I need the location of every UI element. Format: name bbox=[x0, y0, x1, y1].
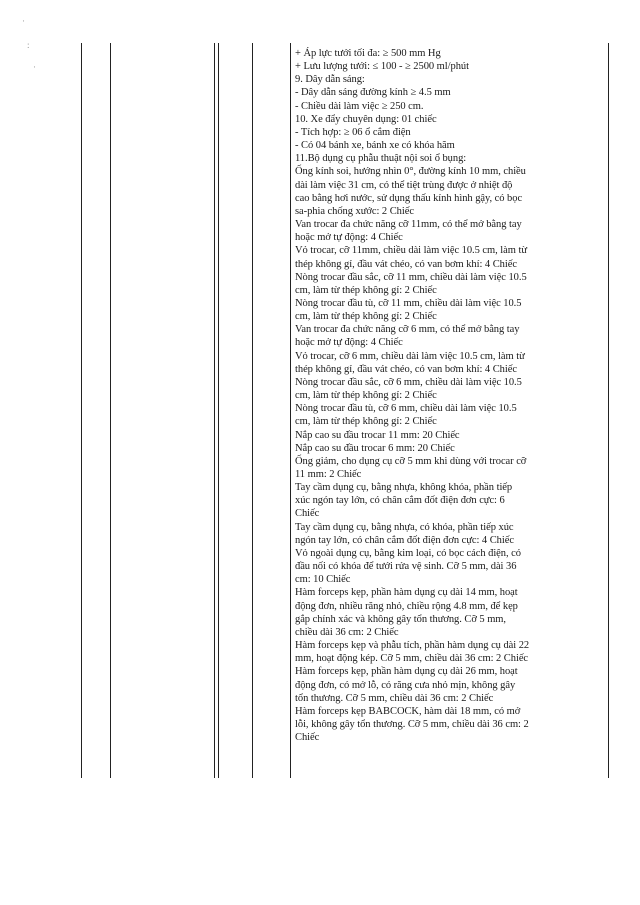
spec-line: Chiếc bbox=[295, 508, 320, 520]
column-divider bbox=[252, 43, 253, 778]
column-divider bbox=[214, 43, 215, 778]
spec-line: Tay cầm dụng cụ, bằng nhựa, có khóa, phần tiếp xúc bbox=[295, 521, 514, 533]
spec-line: Nắp cao su đầu trocar 11 mm: 20 Chiếc bbox=[295, 429, 460, 441]
spec-line: Vỏ trocar, cỡ 6 mm, chiều dài làm việc 10.5 cm, làm từ bbox=[295, 350, 525, 362]
spec-line: Nòng trocar đầu tù, cỡ 6 mm, chiều dài làm việc 10.5 bbox=[295, 403, 517, 415]
spec-line: Van trocar đa chức năng cỡ 11mm, có thể mở bằng tay bbox=[295, 219, 522, 231]
spec-line: sa-phia chống xước: 2 Chiếc bbox=[295, 205, 414, 217]
spec-line: - Chiều dài làm việc ≥ 250 cm. bbox=[295, 100, 424, 112]
spec-line: + Áp lực tưới tối đa: ≥ 500 mm Hg bbox=[295, 48, 441, 59]
spec-line: - Có 04 bánh xe, bánh xe có khóa hãm bbox=[295, 140, 455, 152]
scan-mark: : bbox=[27, 40, 30, 50]
spec-line: đầu nối có khóa để tưới rửa vệ sinh. Cỡ 5 mm, dài 36 bbox=[295, 561, 517, 573]
spec-line: thép không gỉ, đầu vát chéo, có van bơm khí: 4 Chiếc bbox=[295, 258, 517, 270]
spec-line: 11 mm: 2 Chiếc bbox=[295, 469, 362, 480]
spec-line: Nòng trocar đầu tù, cỡ 11 mm, chiều dài làm việc 10.5 bbox=[295, 297, 522, 309]
spec-line: cm, làm từ thép không gỉ: 2 Chiếc bbox=[295, 284, 437, 296]
column-divider bbox=[110, 43, 111, 778]
spec-line: Vỏ trocar, cỡ 11mm, chiều dài làm việc 10.5 cm, làm từ bbox=[295, 245, 527, 257]
spec-line: chiều dài 36 cm: 2 Chiếc bbox=[295, 626, 399, 638]
spec-line: Hàm forceps kẹp BABCOCK, hàm dài 18 mm, có mở bbox=[295, 705, 521, 717]
spec-line: Chiếc bbox=[295, 732, 320, 744]
spec-line: + Lưu lượng tưới: ≤ 100 - ≥ 2500 ml/phút bbox=[295, 61, 469, 73]
spec-line: Nòng trocar đầu sắc, cỡ 6 mm, chiều dài làm việc 10.5 bbox=[295, 376, 522, 388]
spec-line: lỗi, không gây tổn thương. Cỡ 5 mm, chiều dài 36 cm: 2 bbox=[295, 718, 529, 730]
spec-line: gắp chính xác và không gây tổn thương. Cỡ 5 mm, bbox=[295, 613, 506, 625]
spec-line: Nắp cao su đầu trocar 6 mm: 20 Chiếc bbox=[295, 442, 455, 454]
spec-line: Hàm forceps kẹp và phẫu tích, phần hàm dụng cụ dài 22 bbox=[295, 640, 530, 652]
spec-line: Ống kính soi, hướng nhìn 0°, đường kính 10 mm, chiều bbox=[295, 166, 526, 178]
spec-line: cm, làm từ thép không gỉ: 2 Chiếc bbox=[295, 311, 437, 323]
spec-line: tổn thương. Cỡ 5 mm, chiều dài 36 cm: 2 Chiếc bbox=[295, 692, 494, 704]
column-divider bbox=[218, 43, 219, 778]
spec-line: cm, làm từ thép không gỉ: 2 Chiếc bbox=[295, 390, 437, 402]
spec-line: Hàm forceps kẹp, phần hàm dụng cụ dài 14 mm, hoạt bbox=[295, 587, 518, 599]
spec-line: mm, hoạt động kép. Cỡ 5 mm, chiều dài 36 cm: 2 Chiếc bbox=[295, 653, 529, 665]
spec-line: 10. Xe đẩy chuyên dụng: 01 chiếc bbox=[295, 113, 437, 125]
spec-line: động đơn, có mở lỗ, có răng cưa nhỏ mịn, không gây bbox=[295, 679, 516, 691]
spec-line: 9. Dây dẫn sáng: bbox=[295, 74, 365, 86]
spec-line: hoặc mở tự động: 4 Chiếc bbox=[295, 337, 403, 349]
spec-line: ngón tay lớn, có chân cắm đốt điện đơn cực: 4 Chiếc bbox=[295, 534, 514, 546]
spec-line: Hàm forceps kẹp, phần hàm dụng cụ dài 26 mm, hoạt bbox=[295, 666, 518, 678]
scan-mark: · bbox=[33, 62, 36, 72]
spec-line: - Dây dẫn sáng đường kính ≥ 4.5 mm bbox=[295, 87, 451, 99]
specification-text-column bbox=[295, 47, 603, 744]
spec-line: Nòng trocar đầu sắc, cỡ 11 mm, chiều dài làm việc 10.5 bbox=[295, 271, 527, 283]
spec-line: 11.Bộ dụng cụ phẫu thuật nội soi ổ bụng: bbox=[295, 153, 467, 165]
spec-line: Tay cầm dụng cụ, bằng nhựa, không khóa, phần tiếp bbox=[295, 482, 513, 494]
spec-line: hoặc mở tự động: 4 Chiếc bbox=[295, 232, 403, 244]
spec-line: động đơn, nhiều răng nhỏ, chiều rộng 4.8 mm, để kẹp bbox=[295, 600, 518, 612]
spec-line: Ống giảm, cho dụng cụ cỡ 5 mm khi dùng với trocar cỡ bbox=[295, 455, 527, 467]
spec-line: cm, làm từ thép không gỉ: 2 Chiếc bbox=[295, 416, 437, 428]
scan-mark: · bbox=[22, 16, 25, 26]
spec-line: thép không gỉ, đầu vát chéo, có van bơm khí: 4 Chiếc bbox=[295, 363, 517, 375]
spec-line: xúc ngón tay lớn, có chân cắm đốt điện đơn cực: 6 bbox=[295, 495, 505, 507]
spec-line: Vỏ ngoài dụng cụ, bằng kim loại, có bọc cách điện, có bbox=[295, 547, 521, 559]
spec-line: cm: 10 Chiếc bbox=[295, 574, 351, 586]
spec-line: cao bằng hơi nước, sử dụng thấu kính hình gậy, có bọc bbox=[295, 192, 523, 204]
spec-line: dài làm việc 31 cm, có thể tiệt trùng được ở nhiệt độ bbox=[295, 179, 513, 191]
spec-line: - Tích hợp: ≥ 06 ổ cắm điện bbox=[295, 126, 411, 138]
spec-line: Van trocar đa chức năng cỡ 6 mm, có thể mở bằng tay bbox=[295, 324, 520, 336]
column-divider bbox=[290, 43, 291, 778]
